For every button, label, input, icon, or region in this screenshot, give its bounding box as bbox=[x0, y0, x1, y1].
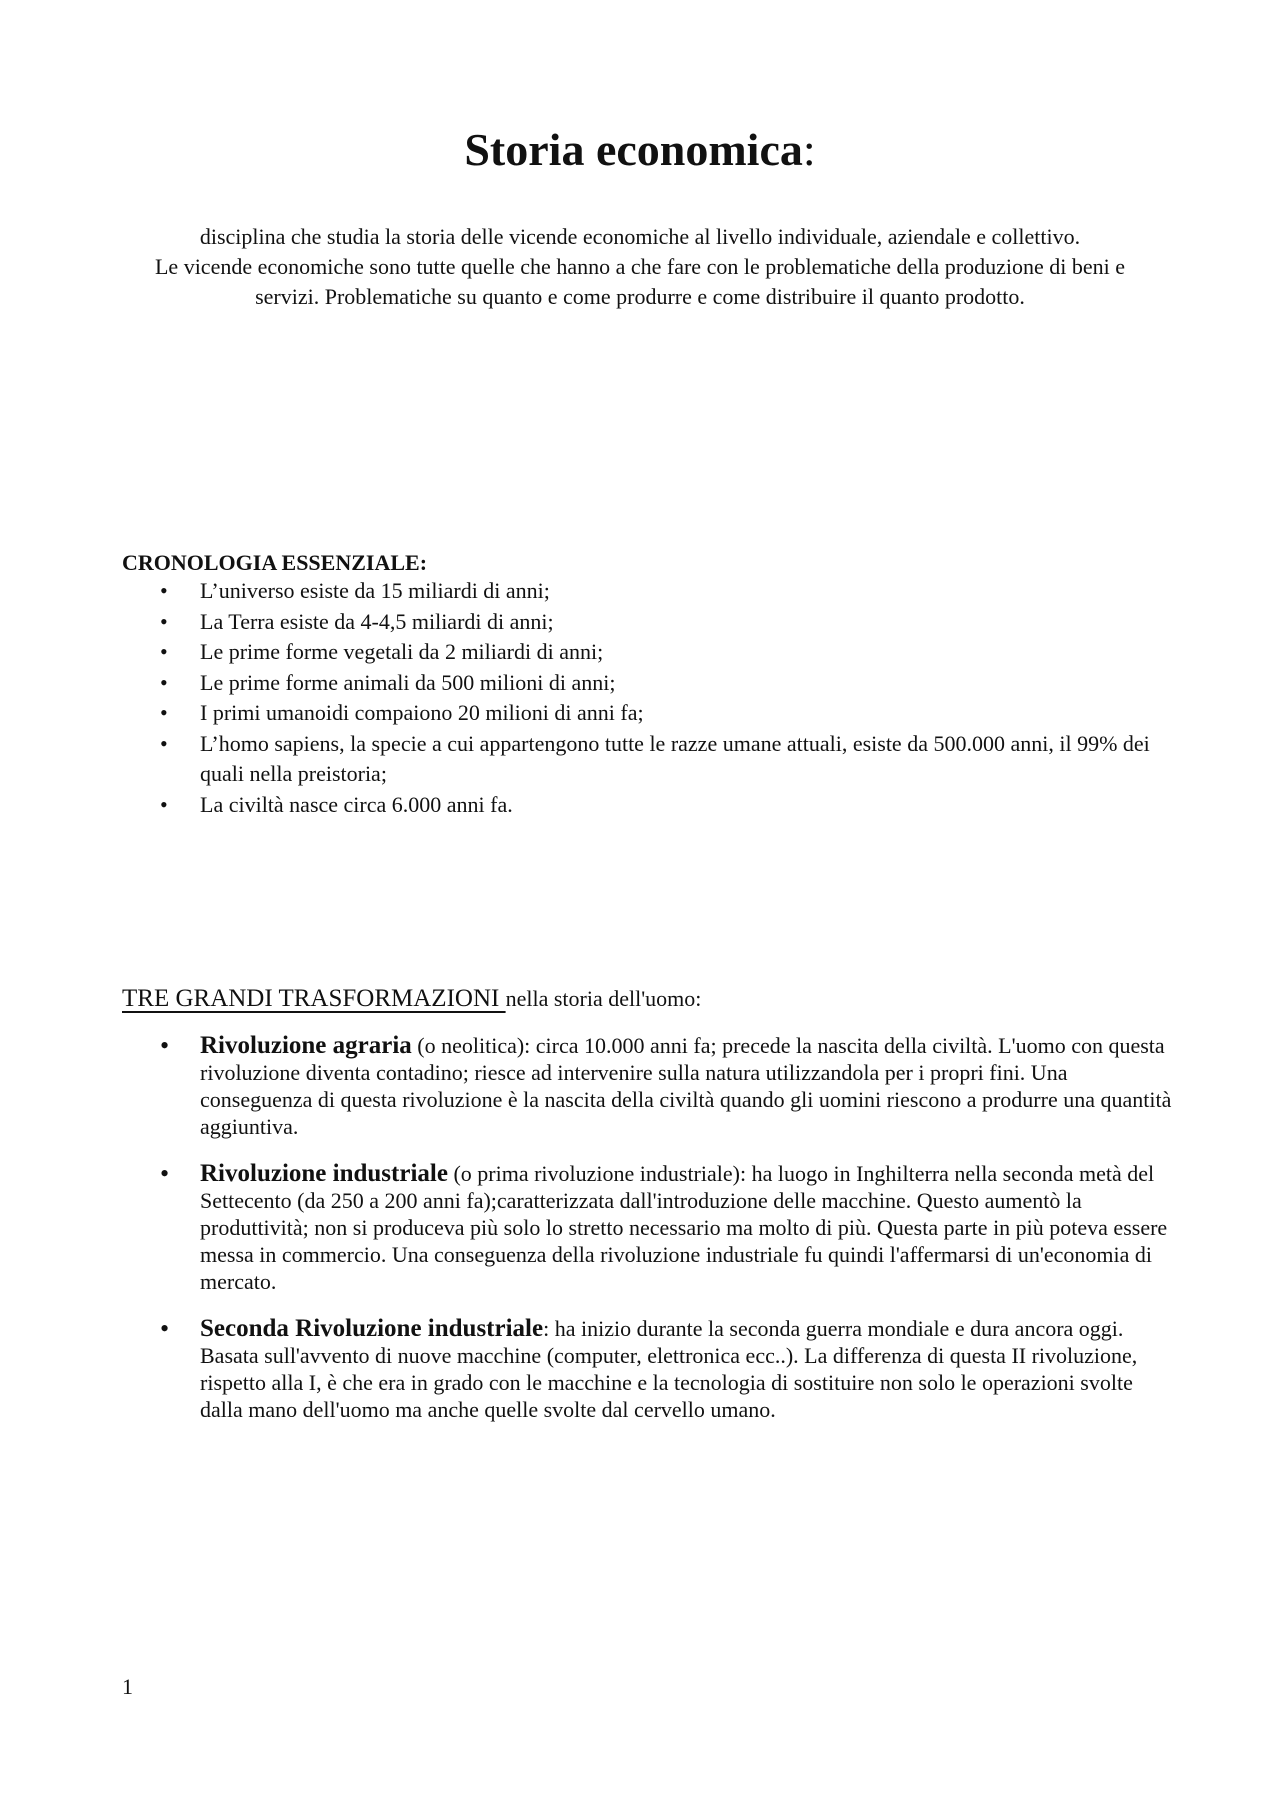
revolution-description: : ha inizio durante la seconda guerra mondiale e dura ancora oggi. Basata sull'avvento di nuove macchine (computer, elettronica ecc..). La differenza di questa II rivoluzione, rispetto alla I, è che era in grado con le macchine e la tecnologia di sostituire non solo le operazioni svolte dalla mano dell'uomo ma anche quelle svolte dal cervello umano. bbox=[200, 1316, 1138, 1422]
page-title-colon: : bbox=[802, 124, 816, 175]
page-title-text: Storia economica bbox=[464, 124, 803, 175]
list-item bbox=[122, 698, 1162, 729]
bullet-icon: • bbox=[160, 700, 168, 725]
transformations-list bbox=[122, 1032, 1172, 1443]
bullet-icon: • bbox=[160, 1159, 170, 1188]
list-item bbox=[122, 576, 1162, 607]
list-item-text: Le prime forme animali da 500 milioni di anni; bbox=[200, 669, 616, 695]
bullet-icon: • bbox=[160, 578, 168, 603]
page-number: 1 bbox=[122, 1674, 133, 1699]
bullet-icon: • bbox=[160, 608, 168, 634]
list-item-text: I primi umanoidi compaiono 20 milioni di anni fa; bbox=[200, 700, 644, 725]
intro-paragraph bbox=[122, 222, 1158, 312]
chronology-list bbox=[122, 576, 1162, 820]
list-item-text: La Terra esiste da 4-4,5 miliardi di anni; bbox=[200, 608, 554, 634]
list-item bbox=[122, 1032, 1172, 1140]
list-item bbox=[122, 1160, 1172, 1295]
list-item bbox=[122, 668, 1162, 699]
revolution-description: (o neolitica): circa 10.000 anni fa; precede la nascita della civiltà. L'uomo con questa rivoluzione diventa contadino; riesce ad intervenire sulla natura utilizzandola per i propri fini. Una conseguenza di questa rivoluzione è la nascita della civiltà quando gli uomini riescono a produrre una quantità aggiuntiva. bbox=[200, 1033, 1172, 1139]
list-item-text: Le prime forme vegetali da 2 miliardi di anni; bbox=[200, 639, 604, 664]
revolution-name: Rivoluzione agraria bbox=[200, 1032, 412, 1059]
transformations-heading bbox=[122, 984, 701, 1014]
transformations-heading-rest: nella storia dell'uomo: bbox=[505, 986, 702, 1011]
intro-definition: disciplina che studia la storia delle vicende economiche al livello individuale, aziendale e collettivo. bbox=[199, 224, 1081, 249]
list-item bbox=[122, 607, 1162, 638]
bullet-icon: • bbox=[160, 791, 168, 817]
list-item bbox=[122, 637, 1162, 668]
list-item bbox=[122, 729, 1162, 790]
revolution-name: Rivoluzione industriale bbox=[200, 1160, 448, 1187]
list-item-text: L’universo esiste da 15 miliardi di anni; bbox=[200, 578, 550, 603]
page-title bbox=[0, 118, 1280, 182]
list-item-text: La civiltà nasce circa 6.000 anni fa. bbox=[200, 791, 513, 817]
bullet-icon: • bbox=[160, 1031, 170, 1060]
transformations-heading-lead: TRE GRANDI TRASFORMAZIONI bbox=[122, 985, 506, 1012]
intro-description: Le vicende economiche sono tutte quelle che hanno a che fare con le problematiche della produzione di beni e servizi. Problematiche su quanto e come produrre e come distribuire il quanto prodotto. bbox=[154, 254, 1126, 309]
revolution-name: Seconda Rivoluzione industriale bbox=[200, 1315, 544, 1342]
list-item bbox=[122, 1315, 1172, 1423]
revolution-description: (o prima rivoluzione industriale): ha luogo in Inghilterra nella seconda metà del Settecento (da 250 a 200 anni fa);caratterizzata dall'introduzione delle macchine. Questo aumentò la produttività; non si produceva più solo lo stretto necessario ma molto di più. Questa parte in più poteva essere messa in commercio. Una conseguenza della rivoluzione industriale fu quindi l'affermarsi di un'economia di mercato. bbox=[200, 1161, 1168, 1294]
list-item-text: L’homo sapiens, la specie a cui appartengono tutte le razze umane attuali, esiste da 500.000 anni, il 99% dei quali nella preistoria; bbox=[200, 730, 1150, 786]
bullet-icon: • bbox=[160, 730, 168, 756]
chronology-heading: CRONOLOGIA ESSENZIALE: bbox=[122, 550, 428, 575]
list-item bbox=[122, 790, 1162, 821]
bullet-icon: • bbox=[160, 669, 168, 695]
bullet-icon: • bbox=[160, 639, 168, 664]
bullet-icon: • bbox=[160, 1314, 170, 1343]
